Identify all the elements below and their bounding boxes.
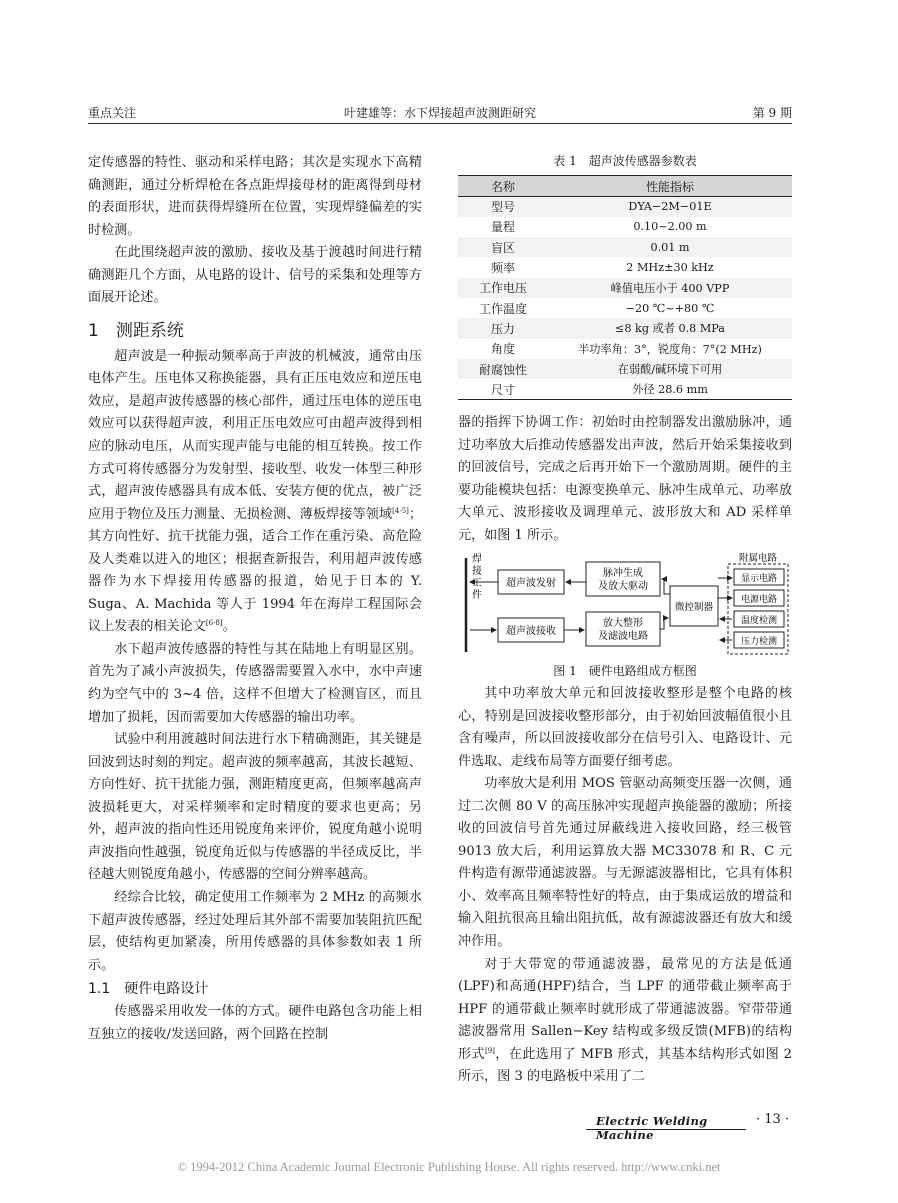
tx-label: 超声波发射 [506,578,556,589]
table-cell: 量程 [458,217,548,237]
sensor-parameter-table [458,175,792,400]
table-cell: 压力 [458,318,548,338]
paragraph-text: ；其方向性好、抗干扰能力强，适合工作在重污染、高危险及人类难以进入的地区；根据查新报告，利用超声波传感器作为水下焊接用传感器的报道，始见于日本的 Y. Suga、A. Machida 等人于 1994 年在海岸工程国际会议上发表的相关论文 [88,506,422,635]
table-cell: 外径 28.6 mm [548,379,792,399]
table-cell: −20 ℃~+80 ℃ [548,298,792,318]
table-caption: 表 1 超声波传感器参数表 [553,154,697,168]
table-row [458,339,792,359]
paragraph: 定传感器的特性、驱动和采样电路；其次是实现水下高精确测距，通过分析焊枪在各点距焊接母材的距离得到母材的表面形状，进而获得焊缝所在位置，实现焊缝偏差的实时检测。 [88,155,422,238]
shaping-label-1: 放大整形 [603,618,643,629]
paragraph-text: 超声波是一种振动频率高于声波的机械波，通常由压电体产生。压电体又称换能器，具有正压电效应和逆压电效应，是超声波传感器的核心部件，通过压电体的逆压电效应可以获得超声波，利用正压电效应可由超声波得到相应的脉动电压，从而实现声能与电能的相互转换。按工作方式可将传感器分为发射型、接收型、收发一体型三种形式，超声波传感器具有成本低、安装方便的优点，被广泛应用于物位及压力测量、无损检测、薄板焊接等领域 [88,348,422,522]
table-row [458,359,792,379]
citation: [6-8] [205,619,223,628]
left-column [88,152,422,1046]
table-cell: 2 MHz±30 kHz [548,257,792,277]
table-row [458,318,792,338]
page-number: · 13 · [756,1112,790,1127]
table-cell: ≤8 kg 或者 0.8 MPa [548,318,792,338]
pressure-label: 压力检测 [740,637,778,647]
table-header-cell: 名称 [458,176,548,197]
paragraph-text: 对于大带宽的带通滤波器，最常见的方法是低通(LPF)和高通(HPF)结合，当 LPF 的通带截止频率高于 HPF 的通带截止频率时就形成了带通滤波器。窄带带通滤波器常用 Sallen−Key 结构或多级反馈(MFB)的结构形式 [458,956,792,1062]
header-title: 叶建雄等：水下焊接超声波测距研究 [343,106,536,120]
table-row [458,298,792,318]
rx-label: 超声波接收 [506,626,556,637]
table-cell: 在弱酸/碱环境下可用 [548,359,792,379]
hardware-block-diagram [458,552,792,656]
table-cell: 峰值电压小于 400 VPP [548,278,792,298]
temp-label: 温度检测 [740,616,778,626]
table-row [458,197,792,217]
paragraph-text: 。 [222,619,236,635]
table-header-cell: 性能指标 [548,176,792,197]
workpiece-label-4: 件 [472,590,482,601]
header-section: 重点关注 [88,106,137,120]
power-label: 电源电路 [740,595,778,605]
journal-footer-band [586,1112,746,1142]
paragraph: 经综合比较，确定使用工作频率为 2 MHz 的高频水下超声波传感器，经过处理后其外部不需要加装阻抗匹配层，使结构更加紧凑，所用传感器的具体参数如表 1 所示。 [88,889,422,973]
right-column-upper [458,412,792,547]
paragraph: 在此围绕超声波的激励、接收及基于渡越时间进行精确测距几个方面，从电路的设计、信号的采集和处理等方面展开论述。 [88,245,422,306]
table-cell: 盲区 [458,237,548,257]
aux-label: 附属电路 [738,553,778,564]
citation: [4-5] [392,506,409,515]
table-cell: 0.01 m [548,237,792,257]
figure-caption: 图 1 硬件电路组成方框图 [553,664,697,678]
paragraph: 水下超声波传感器的特性与其在陆地上有明显区别。首先为了减小声波损失，传感器需要置入水中，水中声速约为空气中的 3~4 倍，这样不但增大了检测盲区，而且增加了损耗，因而需要加大传感器的输出功率。 [88,641,422,725]
table-row [458,257,792,277]
display-label: 显示电路 [740,574,778,584]
workpiece-label-3: 工 [472,578,482,589]
paragraph: 器的指挥下协调工作：初始时由控制器发出激励脉冲，通过功率放大后推动传感器发出声波，然后开始采集接收到的回波信号，完成之后再开始下一个激励周期。硬件的主要功能模块包括：电源变换单元、脉冲生成单元、功率放大单元、波形接收及调理单元、波形放大和 AD 采样单元，如图 1 所示。 [458,415,792,543]
paragraph: 其中功率放大单元和回波接收整形是整个电路的核心，特别是回波接收整形部分，由于初始回波幅值很小且含有噪声，所以回波接收部分在信号引入、电路设计、元件选取、走线布局等方面要仔细考虑。 [458,686,792,769]
table-row [458,278,792,298]
paragraph: 传感器采用收发一体的方式。硬件电路包含功能上相互独立的接收/发送回路，两个回路在控制 [88,1004,422,1042]
copyright-notice: © 1994-2012 China Academic Journal Electronic Publishing House. All rights reserved. http://www.cnki.net [177,1160,721,1174]
citation: [9] [484,1046,495,1055]
table-cell: 角度 [458,339,548,359]
table-header-row [458,176,792,197]
table-cell: 半功率角：3°，锐度角：7°(2 MHz) [548,339,792,359]
table-cell: 耐腐蚀性 [458,359,548,379]
arrow [660,618,668,629]
paragraph: 试验中利用渡越时间法进行水下精确测距，其关键是回波到达时刻的判定。超声波的频率越高，其波长越短、方向性好、抗干扰能力强，测距精度更高，但频率越高声波损耗更大，对采样频率和定时精度的要求也更高；另外，超声波的指向性还用锐度角来评价，锐度角越小说明声波指向性越强，锐度角近似与传感器的半径成反比，半径越大则锐度角越小，传感器的空间分辨率越高。 [88,732,422,883]
paragraph [88,346,422,639]
arrow [662,579,670,594]
right-column-lower [458,683,792,1089]
journal-logo: Electric Welding Machine [596,1114,708,1142]
header-issue: 第 9 期 [752,106,792,120]
pulse-label-1: 脉冲生成 [603,568,643,579]
table-cell: 工作温度 [458,298,548,318]
table-cell: 频率 [458,257,548,277]
table-cell: DYA−2M−01E [548,197,792,217]
paragraph [458,954,792,1089]
section-heading: 1 测距系统 [88,320,184,341]
table-cell: 尺寸 [458,379,548,399]
paragraph-text: ，在此选用了 MFB 形式，其基本结构形式如图 2 所示，图 3 的电路板中采用了二 [458,1046,793,1085]
workpiece-label-2: 接 [472,566,482,577]
running-header [88,104,792,124]
table-cell: 型号 [458,197,548,217]
table-cell: 工作电压 [458,278,548,298]
mcu-label: 微控制器 [674,602,714,613]
table-row [458,217,792,237]
paragraph: 功率放大是利用 MOS 管驱动高频变压器一次侧，通过二次侧 80 V 的高压脉冲实现超声换能器的激励；所接收的回波信号首先通过屏蔽线进入接收回路，经三极管 9013 放大后，利用运算放大器 MC33078 和 R、C 元件构造有源带通滤波器。与无源滤波器相比，它具有体积小、效率高且频率特性好的特点，由于集成运放的增益和输入阻抗很高且输出阻抗低，故有源滤波器还有放大和缓冲作用。 [458,776,792,950]
pulse-label-2: 及放大驱动 [598,581,648,592]
subsection-heading: 1.1 硬件电路设计 [88,981,209,998]
table-cell: 0.10~2.00 m [548,217,792,237]
table-row [458,379,792,399]
table-row [458,237,792,257]
workpiece-label-1: 焊 [472,554,482,565]
shaping-label-2: 及滤波电路 [598,631,648,642]
